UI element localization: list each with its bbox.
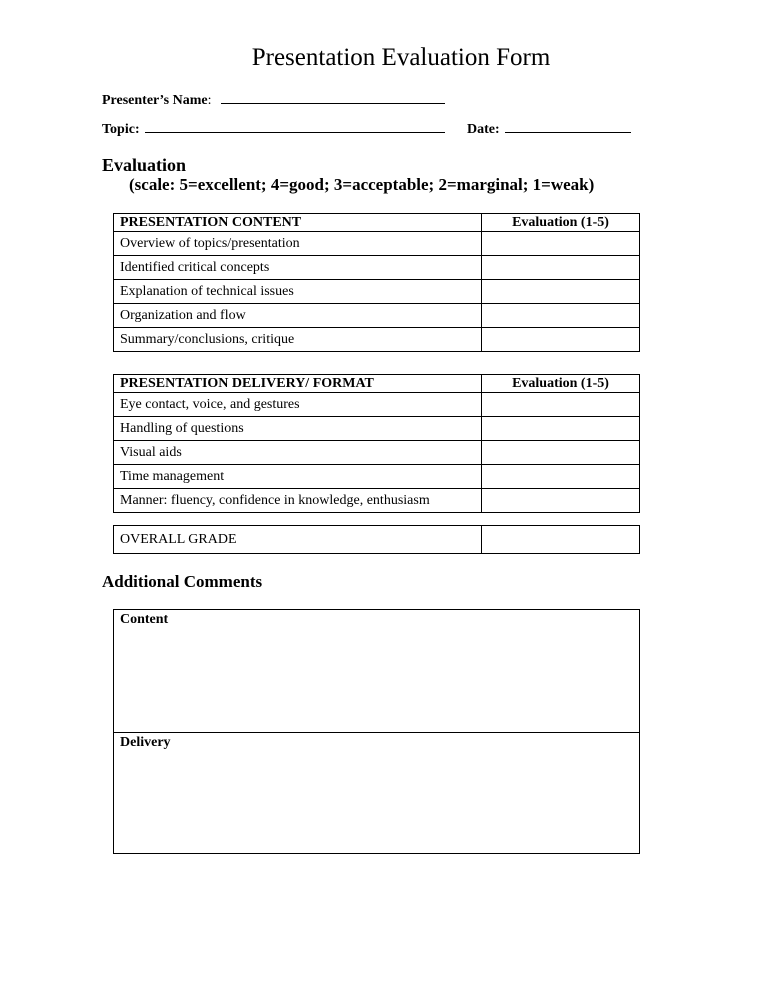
overall-grade-row (114, 526, 640, 554)
content-table-eval-header: Evaluation (1-5) (482, 214, 640, 232)
delivery-table-eval-header: Evaluation (1-5) (482, 375, 640, 393)
topic-label: Topic: (102, 122, 140, 137)
criterion-label: Handling of questions (114, 417, 482, 441)
delivery-table (113, 374, 640, 513)
score-cell[interactable] (482, 489, 640, 513)
score-cell[interactable] (482, 256, 640, 280)
score-cell[interactable] (482, 465, 640, 489)
content-comment-area[interactable] (114, 610, 639, 732)
table-row (114, 417, 640, 441)
score-cell[interactable] (482, 393, 640, 417)
criterion-label: Identified critical concepts (114, 256, 482, 280)
content-table-header-row (114, 214, 640, 232)
delivery-comment-area[interactable] (114, 733, 639, 853)
criterion-label: Time management (114, 465, 482, 489)
presenter-name-label: Presenter’s Name (102, 93, 208, 108)
delivery-table-header: PRESENTATION DELIVERY/ FORMAT (114, 375, 482, 393)
score-cell[interactable] (482, 304, 640, 328)
presenter-name-field (102, 91, 445, 110)
date-label: Date: (467, 122, 500, 137)
table-row (114, 280, 640, 304)
overall-grade-cell[interactable] (482, 526, 640, 554)
criterion-label: Overview of topics/presentation (114, 232, 482, 256)
presenter-name-input[interactable] (221, 91, 445, 104)
table-row (114, 441, 640, 465)
page-title: Presentation Evaluation Form (251, 44, 551, 71)
table-row (114, 465, 640, 489)
score-cell[interactable] (482, 232, 640, 256)
score-cell[interactable] (482, 441, 640, 465)
delivery-comment-label: Delivery (120, 735, 171, 750)
content-comment-label: Content (120, 612, 169, 627)
date-input[interactable] (505, 120, 631, 133)
overall-grade-table (113, 525, 640, 554)
score-cell[interactable] (482, 417, 640, 441)
table-row (114, 256, 640, 280)
criterion-label: Organization and flow (114, 304, 482, 328)
topic-input[interactable] (145, 120, 445, 133)
table-row (114, 393, 640, 417)
criterion-label: Visual aids (114, 441, 482, 465)
table-row (114, 489, 640, 513)
delivery-table-header-row (114, 375, 640, 393)
comments-box (113, 609, 640, 854)
date-field (467, 120, 631, 139)
additional-comments-heading: Additional Comments (102, 572, 263, 591)
evaluation-heading: Evaluation (102, 155, 187, 175)
criterion-label: Summary/conclusions, critique (114, 328, 482, 352)
score-cell[interactable] (482, 280, 640, 304)
presenter-name-colon: : (207, 93, 212, 108)
table-row (114, 328, 640, 352)
topic-field (102, 120, 445, 139)
overall-grade-label: OVERALL GRADE (114, 526, 482, 554)
content-table (113, 213, 640, 352)
table-row (114, 304, 640, 328)
content-table-header: PRESENTATION CONTENT (114, 214, 482, 232)
score-cell[interactable] (482, 328, 640, 352)
criterion-label: Eye contact, voice, and gestures (114, 393, 482, 417)
evaluation-scale: (scale: 5=excellent; 4=good; 3=acceptable; 2=marginal; 1=weak) (129, 175, 595, 194)
criterion-label: Explanation of technical issues (114, 280, 482, 304)
table-row (114, 232, 640, 256)
criterion-label: Manner: fluency, confidence in knowledge, enthusiasm (114, 489, 482, 513)
